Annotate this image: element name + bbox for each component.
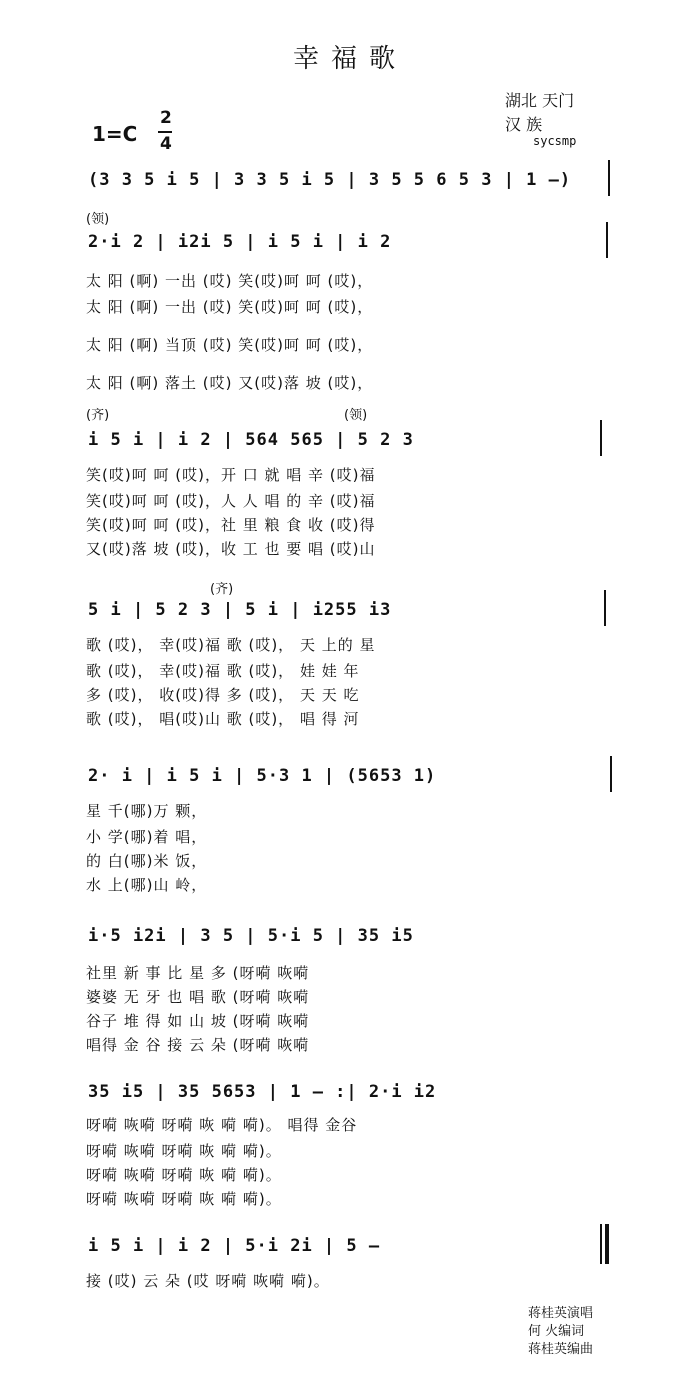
lyric-verse-3-2: 笑(哎)呵 呵 (哎)，社 里 粮 食 收 (哎)得 [86,516,376,534]
lyric-verse-1-6: 呀嗬 咴嗬 呀嗬 咴 嗬 嗬)。 唱得 金谷 [86,1116,358,1134]
lyric-verse-2-6: 呀嗬 咴嗬 呀嗬 咴 嗬 嗬)。 [86,1142,282,1160]
song-title: 幸福歌 [292,44,407,74]
time-signature-line [158,131,172,133]
credit-singer: 蒋桂英演唱 [528,1306,594,1321]
lyric-verse-2-4: 小 学(哪)着 唱， [86,828,208,846]
notation-line-intro: (3 3 5 i 5 | 3 3 5 i 5 | 3 5 5 6 5 3 | 1 —) [88,170,572,190]
lyric-verse-2-1: 太 阳 (啊) 一出 (哎) 笑(哎)呵 呵 (哎)， [86,298,374,316]
lyric-verse-1-4: 星 千(哪)万 颗， [86,802,208,820]
time-signature-numerator: 2 [160,108,172,128]
lyric-verse-4-1: 太 阳 (啊) 落土 (哎) 又(哎)落 坡 (哎)， [86,374,374,392]
all-tag: (齐) [86,408,110,423]
credit-lyricist: 何 火编词 [528,1324,585,1339]
lyric-verse-1-5: 社里 新 事 比 星 多 (呀嗬 咴嗬 [86,964,310,982]
notation-line-3: 5 i | 5 2 3 | 5 i | i255 i3 [88,600,392,620]
lead-tag: (领) [344,408,368,423]
lyric-verse-1-1: 太 阳 (啊) 一出 (哎) 笑(哎)呵 呵 (哎)， [86,272,374,290]
key-signature: 1=C [92,122,138,146]
lyric-verse-4-5: 唱得 金 谷 接 云 朵 (呀嗬 咴嗬 [86,1036,310,1054]
lyric-verse-4-6: 呀嗬 咴嗬 呀嗬 咴 嗬 嗬)。 [86,1190,282,1208]
lead-tag: (领) [86,212,110,227]
lyric-verse-4-2: 又(哎)落 坡 (哎)，收 工 也 要 唱 (哎)山 [86,540,376,558]
lyric-final: 接 (哎) 云 朵 (哎 呀嗬 咴嗬 嗬)。 [86,1272,330,1290]
ethnicity-label: 汉 族 [505,115,543,134]
lyric-verse-4-3: 歌 (哎)， 唱(哎)山 歌 (哎)， 唱 得 河 [86,710,360,728]
barline [608,160,610,196]
lyric-verse-3-4: 的 白(哪)米 饭， [86,852,208,870]
lyric-verse-3-3: 多 (哎)， 收(哎)得 多 (哎)， 天 天 吃 [86,686,360,704]
barline [600,420,602,456]
lyric-verse-3-1: 太 阳 (啊) 当顶 (哎) 笑(哎)呵 呵 (哎)， [86,336,374,354]
lyric-verse-1-2: 笑(哎)呵 呵 (哎)，开 口 就 唱 辛 (哎)福 [86,466,376,484]
notation-line-4: 2· i | i 5 i | 5·3 1 | (5653 1) [88,766,437,786]
lyric-verse-3-5: 谷子 堆 得 如 山 坡 (呀嗬 咴嗬 [86,1012,310,1030]
time-signature-denominator: 4 [160,134,172,154]
notation-line-5: i·5 i2i | 3 5 | 5·i 5 | 35 i5 [88,926,414,946]
barline [610,756,612,792]
credit-composer: 蒋桂英编曲 [528,1342,594,1357]
lyric-verse-3-6: 呀嗬 咴嗬 呀嗬 咴 嗬 嗬)。 [86,1166,282,1184]
notation-line-2: i 5 i | i 2 | 564 565 | 5 2 3 [88,430,414,450]
notation-line-7: i 5 i | i 2 | 5·i 2i | 5 — [88,1236,381,1256]
barline [604,590,606,626]
final-barline-thick [605,1224,609,1264]
notation-line-1: 2·i 2 | i2i 5 | i 5 i | i 2 [88,232,392,252]
all-tag: (齐) [210,582,234,597]
lyric-verse-2-2: 笑(哎)呵 呵 (哎)，人 人 唱 的 辛 (哎)福 [86,492,376,510]
lyric-verse-2-5: 婆婆 无 牙 也 唱 歌 (呀嗬 咴嗬 [86,988,310,1006]
watermark-text: sycsmp [533,134,577,148]
final-barline-thin [600,1224,602,1264]
lyric-verse-1-3: 歌 (哎)， 幸(哎)福 歌 (哎)， 天 上的 星 [86,636,376,654]
lyric-verse-4-4: 水 上(哪)山 岭， [86,876,208,894]
origin-label: 湖北 天门 [505,91,575,110]
lyric-verse-2-3: 歌 (哎)， 幸(哎)福 歌 (哎)， 娃 娃 年 [86,662,360,680]
barline [606,222,608,258]
notation-line-6: 35 i5 | 35 5653 | 1 — :| 2·i i2 [88,1082,437,1102]
